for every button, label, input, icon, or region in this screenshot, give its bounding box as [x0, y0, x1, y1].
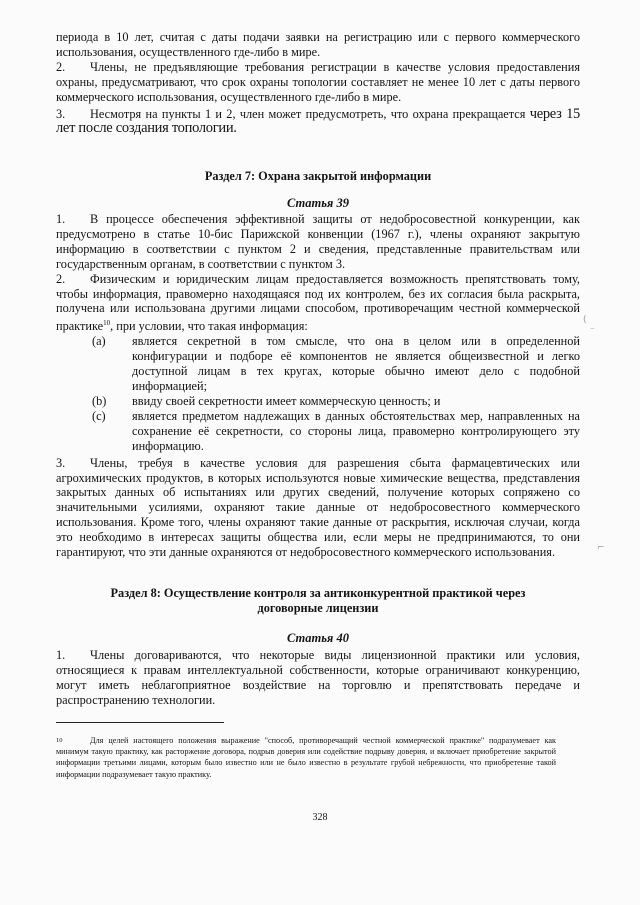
item-label: (c): [92, 408, 106, 423]
top-block: [56, 30, 580, 136]
item-label: (b): [92, 393, 107, 408]
paragraph-text-end: через 15 лет после создания топологии.: [56, 105, 581, 137]
paragraph-2: [56, 272, 580, 335]
footnote-text: Для целей настоящего положения выражение "способ, противоречащий честной коммерческой практике" подразумевает как минимум такую практику, как расторжение договора, подрыв доверия или содействие подрыву доверия, и включает приобретение закрытой информации третьими лицами, которым было известно или не было известно в результате грубой небрежности, что приобретение такой информации подразумевает такую практику.: [56, 736, 556, 779]
section-7: [56, 169, 580, 184]
item-text: является предметом надлежащих в данных обстоятельствах мер, направленных на сохранение её секретности, со стороны лица, правомерно контролирующего эту информацию.: [132, 408, 580, 453]
item-label: (a): [92, 334, 106, 349]
item-text: ввиду своей секретности имеет коммерческую ценность; и: [132, 393, 441, 408]
section-title: Раздел 7: Охрана закрытой информации: [204, 169, 432, 183]
paragraph-3: [56, 107, 580, 137]
paragraph-text: Члены, требуя в качестве условия для разрешения сбыта фармацевтических или агрохимических продуктов, в которых используются новые химические вещества, представления закрытых данных об испытаниях или других сведений, получение которых сопряжено со значительными усилиями, охраняют такие данные от недобросовестного коммерческого использования. Кроме того, члены охраняют такие данные от раскрытия, исключая случаи, когда это необходимо в интересах защиты общества или, если меры не предпринимаются, то они гарантируют, что эти данные охраняются от недобросовестного коммерческого использования.: [56, 455, 580, 560]
page-number: 328: [312, 812, 328, 823]
paragraph-number: 3.: [56, 455, 66, 470]
paragraph-3: [56, 456, 580, 560]
paragraph-number: 1.: [56, 648, 66, 662]
section-title-line-1: Раздел 8: Осуществление контроля за антиконкурентной практикой через: [110, 586, 526, 600]
paragraph-number: 1.: [56, 212, 66, 226]
article-40: [56, 631, 580, 646]
article-40-body: [56, 648, 580, 708]
paragraph-text: Физическим и юридическим лицам предоставляется возможность препятствовать тому, чтобы информация, правомерно находящаяся под их контролем, без их согласия была раскрыта, получена или использована другими лицами способом, противоречащим честной коммерческой практике: [56, 271, 580, 334]
paragraph-text: В процессе обеспечения эффективной защиты от недобросовестной конкуренции, как предусмотрено в статье 10-бис Парижской конвенции (1967 г.), члены охраняют закрытую информацию в соответствии с пунктом 2 и сведения, представленные правительствам или государственным органам, в соответствии с пунктом 3.: [56, 212, 580, 271]
paragraph-text-tail: , при условии, что такая информация:: [110, 319, 308, 334]
article-39: [56, 196, 580, 211]
list-item-c: [56, 409, 580, 454]
paragraph-text: Члены договариваются, что некоторые виды лицензионной практики или условия, относящиеся к правам интеллектуальной собственности, которые ограничивают конкуренцию, могут иметь неблагоприятное воздействие на торговлю и препятствовать передаче и распространению технологии.: [56, 648, 580, 707]
footnote-divider: [56, 722, 224, 723]
margin-mark: (: [583, 315, 587, 325]
footnote: [56, 735, 556, 780]
footnote-ref: 10: [103, 319, 111, 328]
paragraph-text: Члены, не предъявляющие требования регистрации в качестве условия предоставления охраны, предусматривают, что срок охраны топологии составляет не менее 10 лет с даты первого коммерческого использования, осуществленного где-либо в мире.: [56, 59, 580, 104]
section-title-line-2: договорные лицензии: [257, 601, 379, 615]
margin-mark: ⌐: [597, 543, 605, 553]
footnote-mark: 10: [56, 737, 63, 744]
paragraph-1: [56, 212, 580, 272]
paragraph-2: [56, 60, 580, 105]
margin-mark: ⁻: [590, 326, 595, 336]
continuation-paragraph: периода в 10 лет, считая с даты подачи заявки на регистрацию или с первого коммерческого использования, осуществленного где-либо в мире.: [56, 30, 580, 59]
list-item-a: [56, 334, 580, 394]
paragraph-1: [56, 648, 580, 708]
paragraph-number: 2.: [56, 59, 66, 74]
article-title: Статья 39: [287, 196, 349, 210]
item-text: является секретной в том смысле, что она в целом или в определенной конфигурации и подборе её компонентов не является общеизвестной и легко доступной лицам в тех кругах, которые обычно имеют дело с подобной информацией;: [132, 334, 580, 394]
paragraph-number: 3.: [56, 106, 66, 121]
article-title: Статья 40: [287, 631, 349, 645]
list-item-b: [56, 394, 580, 409]
article-39-body: [56, 212, 580, 560]
section-8: [56, 586, 580, 616]
paragraph-text: Несмотря на пункты 1 и 2, член может предусмотреть, что охрана прекращается: [90, 106, 526, 121]
paragraph-number: 2.: [56, 271, 66, 286]
